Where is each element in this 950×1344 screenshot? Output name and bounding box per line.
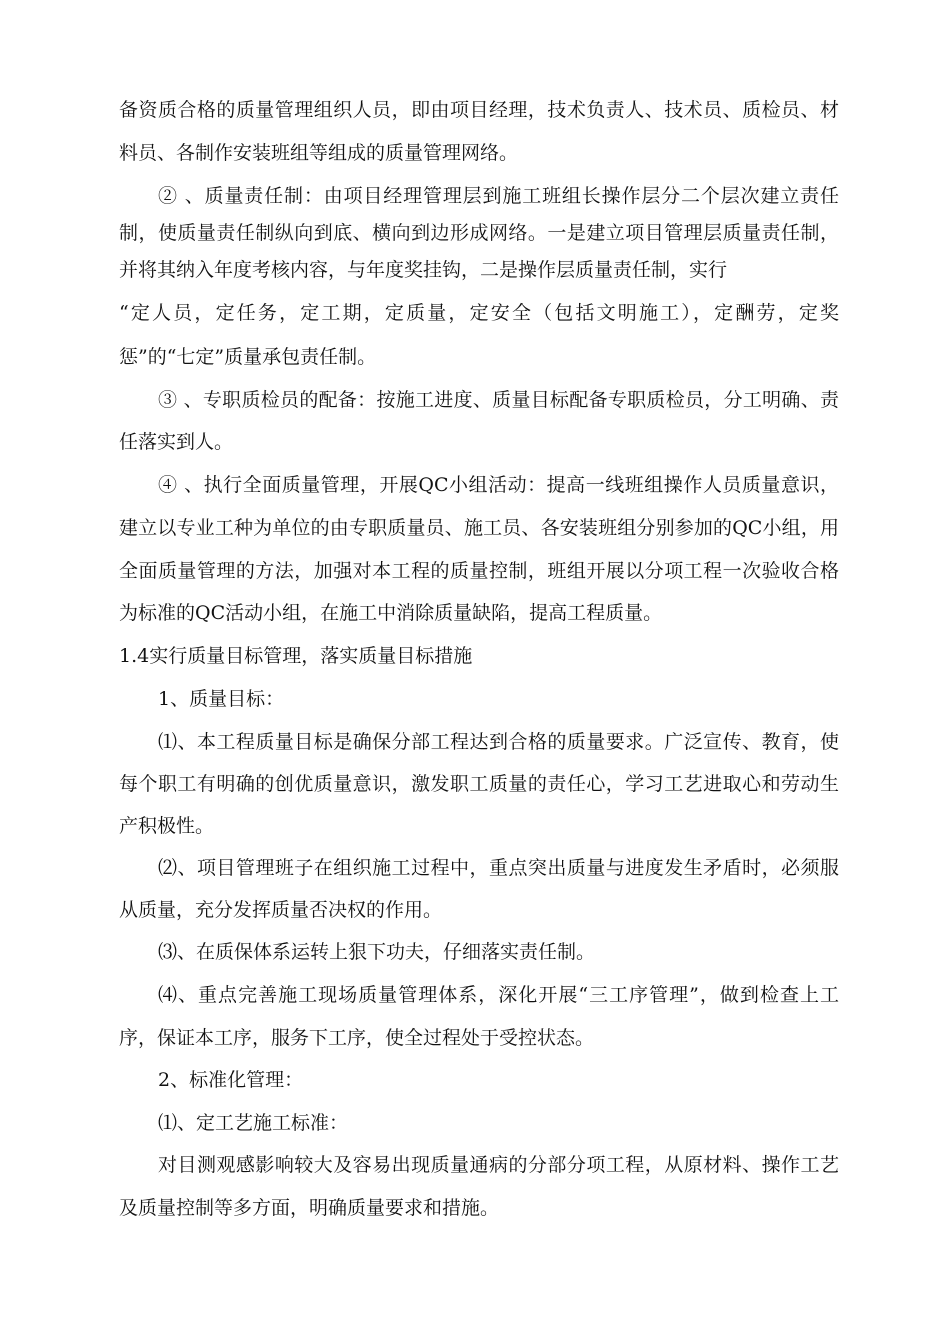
subsection-heading: 1、质量目标：: [158, 688, 285, 710]
subsection-heading: 2、标准化管理：: [158, 1069, 304, 1091]
text-line: ④ 、执行全面质量管理，开展QC小组活动：提高一线班组操作人员质量意识，: [158, 474, 839, 496]
text-line: 产积极性。: [119, 815, 215, 837]
text-line: 备资质合格的质量管理组织人员，即由项目经理，技术负责人、技术员、质检员、材: [119, 99, 839, 121]
text-line: ⑷、重点完善施工现场质量管理体系，深化开展“三工序管理”，做到检查上工: [158, 984, 839, 1006]
text-line: 序，保证本工序，服务下工序，使全过程处于受控状态。: [119, 1027, 595, 1049]
text-line: ② 、质量责任制：由项目经理管理层到施工班组长操作层分二个层次建立责任: [158, 185, 839, 207]
text-line: 及质量控制等多方面，明确质量要求和措施。: [119, 1197, 500, 1219]
text-line: 制，使质量责任制纵向到底、横向到边形成网络。一是建立项目管理层质量责任制，: [119, 222, 839, 244]
text-line: 每个职工有明确的创优质量意识，激发职工质量的责任心，学习工艺进取心和劳动生: [119, 773, 839, 795]
text-line: “定人员，定任务，定工期，定质量，定安全（包括文明施工），定酬劳，定奖: [119, 302, 839, 324]
text-line: 惩”的“七定”质量承包责任制。: [119, 346, 377, 368]
text-line: 建立以专业工种为单位的由专职质量员、施工员、各安装班组分别参加的QC小组，用: [119, 517, 839, 539]
text-line: 料员、各制作安装班组等组成的质量管理网络。: [119, 142, 519, 164]
text-line: ⑵、项目管理班子在组织施工过程中，重点突出质量与进度发生矛盾时，必须服: [158, 857, 839, 879]
section-heading: 1.4实行质量目标管理，落实质量目标措施: [119, 645, 473, 667]
text-line: 为标准的QC活动小组，在施工中消除质量缺陷，提高工程质量。: [119, 602, 663, 624]
text-line: 从质量，充分发挥质量否决权的作用。: [119, 899, 443, 921]
text-line: 并将其纳入年度考核内容，与年度奖挂钩，二是操作层质量责任制，实行: [119, 259, 728, 281]
text-line: ⑴、本工程质量目标是确保分部工程达到合格的质量要求。广泛宣传、教育，使: [158, 731, 839, 753]
text-line: 对目测观感影响较大及容易出现质量通病的分部分项工程，从原材料、操作工艺: [158, 1154, 839, 1176]
text-line: ⑴、定工艺施工标准：: [158, 1112, 349, 1134]
text-line: 任落实到人。: [119, 431, 234, 453]
text-line: 全面质量管理的方法，加强对本工程的质量控制，班组开展以分项工程一次验收合格: [119, 560, 839, 582]
text-line: ③ 、专职质检员的配备：按施工进度、质量目标配备专职质检员，分工明确、责: [158, 389, 839, 411]
text-line: ⑶、在质保体系运转上狠下功夫，仔细落实责任制。: [158, 941, 596, 963]
